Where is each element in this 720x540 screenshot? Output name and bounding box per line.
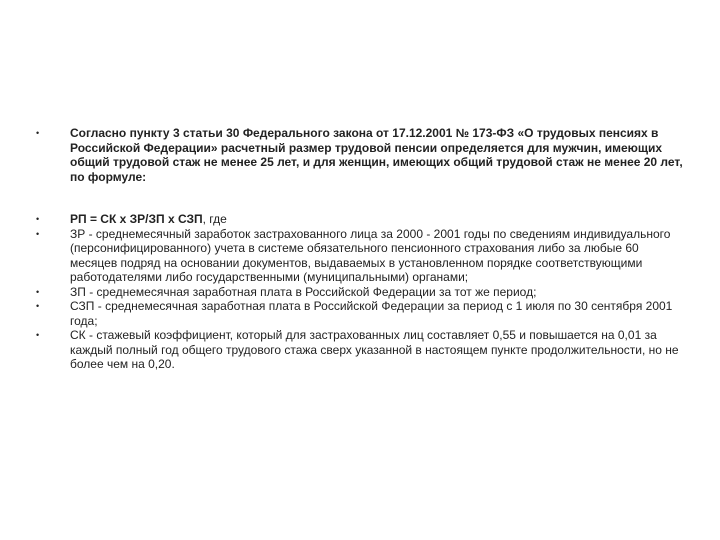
list-item-formula	[36, 212, 686, 227]
sk-definition: СК - стажевый коэффициент, который для застрахованных лиц составляет 0,55 и повышается на 0,01 за каждый полный год общего трудового стажа сверх указанной в настоящем пункте продолжительности, но не более чем на 0,20.	[70, 328, 679, 371]
list-item-szp	[36, 299, 686, 328]
list-item-zr	[36, 227, 686, 285]
zr-definition: ЗР - среднемесячный заработок застрахованного лица за 2000 - 2001 годы по сведениям индивидуального (персонифицированного) учета в системе обязательного пенсионного страхования либо за любые 60 месяцев подряд на основании документов, выдаваемых в установленном порядке соответствующими работодателями либо государственными (муниципальными) органами;	[70, 226, 671, 284]
bullet-icon: •	[36, 214, 40, 224]
bullet-icon: •	[36, 330, 40, 340]
formula-text: РП = СК x ЗР/ЗП x СЗП	[70, 212, 203, 226]
list-item-sk	[36, 328, 686, 372]
list-item-intro	[36, 126, 686, 184]
bullet-icon: •	[36, 286, 40, 297]
list-item-zp	[36, 285, 686, 300]
bullet-list	[36, 126, 686, 372]
bullet-icon: •	[36, 228, 40, 239]
formula-suffix: , где	[202, 212, 227, 226]
bullet-icon: •	[36, 128, 40, 138]
bullet-icon: •	[36, 301, 40, 311]
zp-definition: ЗП - среднемесячная заработная плата в Российской Федерации за тот же период;	[70, 284, 537, 299]
intro-text: Согласно пункту 3 статьи 30 Федерального закона от 17.12.2001 № 173-ФЗ «О трудовых пенсиях в Российской Федерации» расчетный размер трудовой пенсии определяется для мужчин, имеющих общий трудовой стаж не менее 25 лет, и для женщин, имеющих общий трудовой стаж не менее 20 лет, по формуле:	[70, 126, 683, 184]
szp-definition: СЗП - среднемесячная заработная плата в Российской Федерации за период с 1 июля по 30 сентября 2001 года;	[70, 299, 673, 328]
